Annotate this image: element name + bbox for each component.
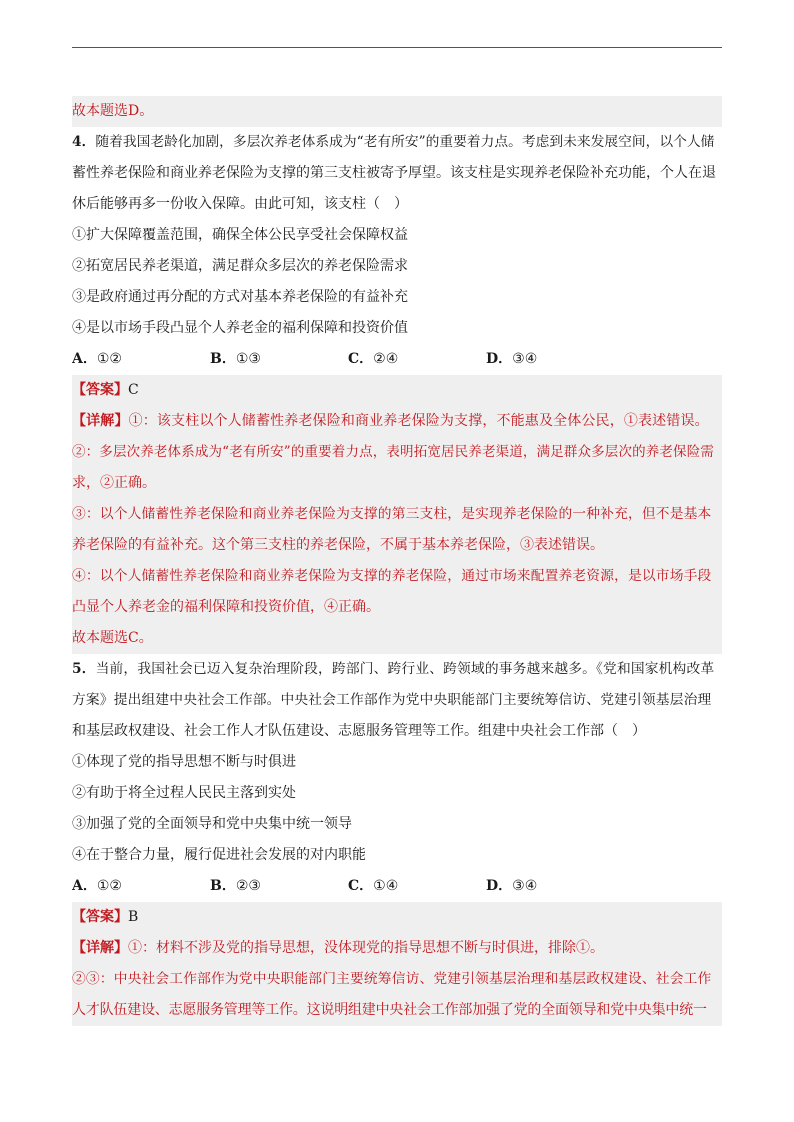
q4-detail-line-2: ②：多层次养老体系成为“老有所安”的重要着力点，表明拓宽居民养老渠道，满足群众多层次的养老保险需	[72, 437, 722, 468]
q5-options	[72, 871, 722, 902]
q4-statement-2: ②拓宽居民养老渠道，满足群众多层次的养老保险需求	[72, 258, 408, 274]
q5-stem-line-3: 和基层政权建设、社会工作人才队伍建设、志愿服务管理等工作。组建中央社会工作部（ ）	[72, 723, 646, 739]
q5-stem-line-2: 方案》提出组建中央社会工作部。中央社会工作部作为党中央职能部门主要统筹信访、党建引领基层治理	[72, 692, 712, 708]
q4-statement-3: ③是政府通过再分配的方式对基本养老保险的有益补充	[72, 289, 408, 305]
q4-number: 4．	[72, 134, 96, 150]
q4-detail-line-1: 【详解】①：该支柱以个人储蓄性养老保险和商业养老保险为支撑，不能惠及全体公民，①表述错误。	[72, 406, 722, 437]
q5-answer	[72, 902, 722, 933]
q4-detail-line-3: 求，②正确。	[72, 468, 722, 499]
q4-option-b: B．①③	[210, 351, 261, 367]
q3-conclusion: 故本题选D。	[72, 96, 722, 127]
q5-option-b: B．②③	[210, 878, 261, 894]
q4-options	[72, 344, 722, 375]
q4-option-a: A．①②	[72, 351, 122, 367]
q4-stem-line-1: 4．随着我国老龄化加剧，多层次养老体系成为“老有所安”的重要着力点。考虑到未来发展空间，以个人储	[72, 134, 715, 150]
q5-stem-line-1: 5．当前，我国社会已迈入复杂治理阶段，跨部门、跨行业、跨领域的事务越来越多。《党和国家机构改革	[72, 661, 715, 677]
q5-detail-line-2: ②③：中央社会工作部作为党中央职能部门主要统筹信访、党建引领基层治理和基层政权建设、社会工作	[72, 964, 722, 995]
q5-option-d: D．③④	[486, 878, 538, 894]
document-body	[72, 96, 722, 1026]
q5-option-c: C．①④	[348, 878, 399, 894]
q5-statement-2: ②有助于将全过程人民民主落到实处	[72, 785, 296, 801]
q4-conclusion: 故本题选C。	[72, 623, 722, 654]
q5-answer-tag: 【答案】	[72, 909, 128, 925]
q5-option-a: A．①②	[72, 878, 122, 894]
q5-number: 5．	[72, 661, 96, 677]
q5-detail-tag: 【详解】	[72, 940, 128, 956]
q4-stem-line-2: 蓄性养老保险和商业养老保险为支撑的第三支柱被寄予厚望。该支柱是实现养老保险补充功能，个人在退	[72, 165, 716, 181]
q4-detail-tag: 【详解】	[72, 413, 129, 429]
q4-detail-line-5: 养老保险的有益补充。这个第三支柱的养老保险，不属于基本养老保险，③表述错误。	[72, 530, 722, 561]
q5-answer-value: B	[128, 909, 139, 925]
q4-stem-line-3: 休后能够再多一份收入保障。由此可知，该支柱（ ）	[72, 196, 408, 212]
q4-option-d: D．③④	[486, 351, 538, 367]
q4-detail-line-6: ④：以个人储蓄性养老保险和商业养老保险为支撑的养老保险，通过市场来配置养老资源，是以市场手段	[72, 561, 722, 592]
q4-statement-4: ④是以市场手段凸显个人养老金的福利保障和投资价值	[72, 320, 408, 336]
q4-detail-line-7: 凸显个人养老金的福利保障和投资价值，④正确。	[72, 592, 722, 623]
q5-statement-3: ③加强了党的全面领导和党中央集中统一领导	[72, 816, 352, 832]
q4-detail-line-4: ③：以个人储蓄性养老保险和商业养老保险为支撑的第三支柱，是实现养老保险的一种补充，但不是基本	[72, 499, 722, 530]
q5-detail-line-1: 【详解】①：材料不涉及党的指导思想，没体现党的指导思想不断与时俱进，排除①。	[72, 933, 722, 964]
q5-statement-1: ①体现了党的指导思想不断与时俱进	[72, 754, 296, 770]
q4-answer-tag: 【答案】	[72, 382, 128, 398]
header-rule	[72, 47, 722, 48]
q4-answer-value: C	[128, 382, 139, 398]
q5-statement-4: ④在于整合力量，履行促进社会发展的对内职能	[72, 847, 366, 863]
q4-statement-1: ①扩大保障覆盖范围，确保全体公民享受社会保障权益	[72, 227, 408, 243]
q4-answer	[72, 375, 722, 406]
q4-option-c: C．②④	[348, 351, 399, 367]
q5-detail-line-3: 人才队伍建设、志愿服务管理等工作。这说明组建中央社会工作部加强了党的全面领导和党中央集中统一	[72, 995, 722, 1026]
